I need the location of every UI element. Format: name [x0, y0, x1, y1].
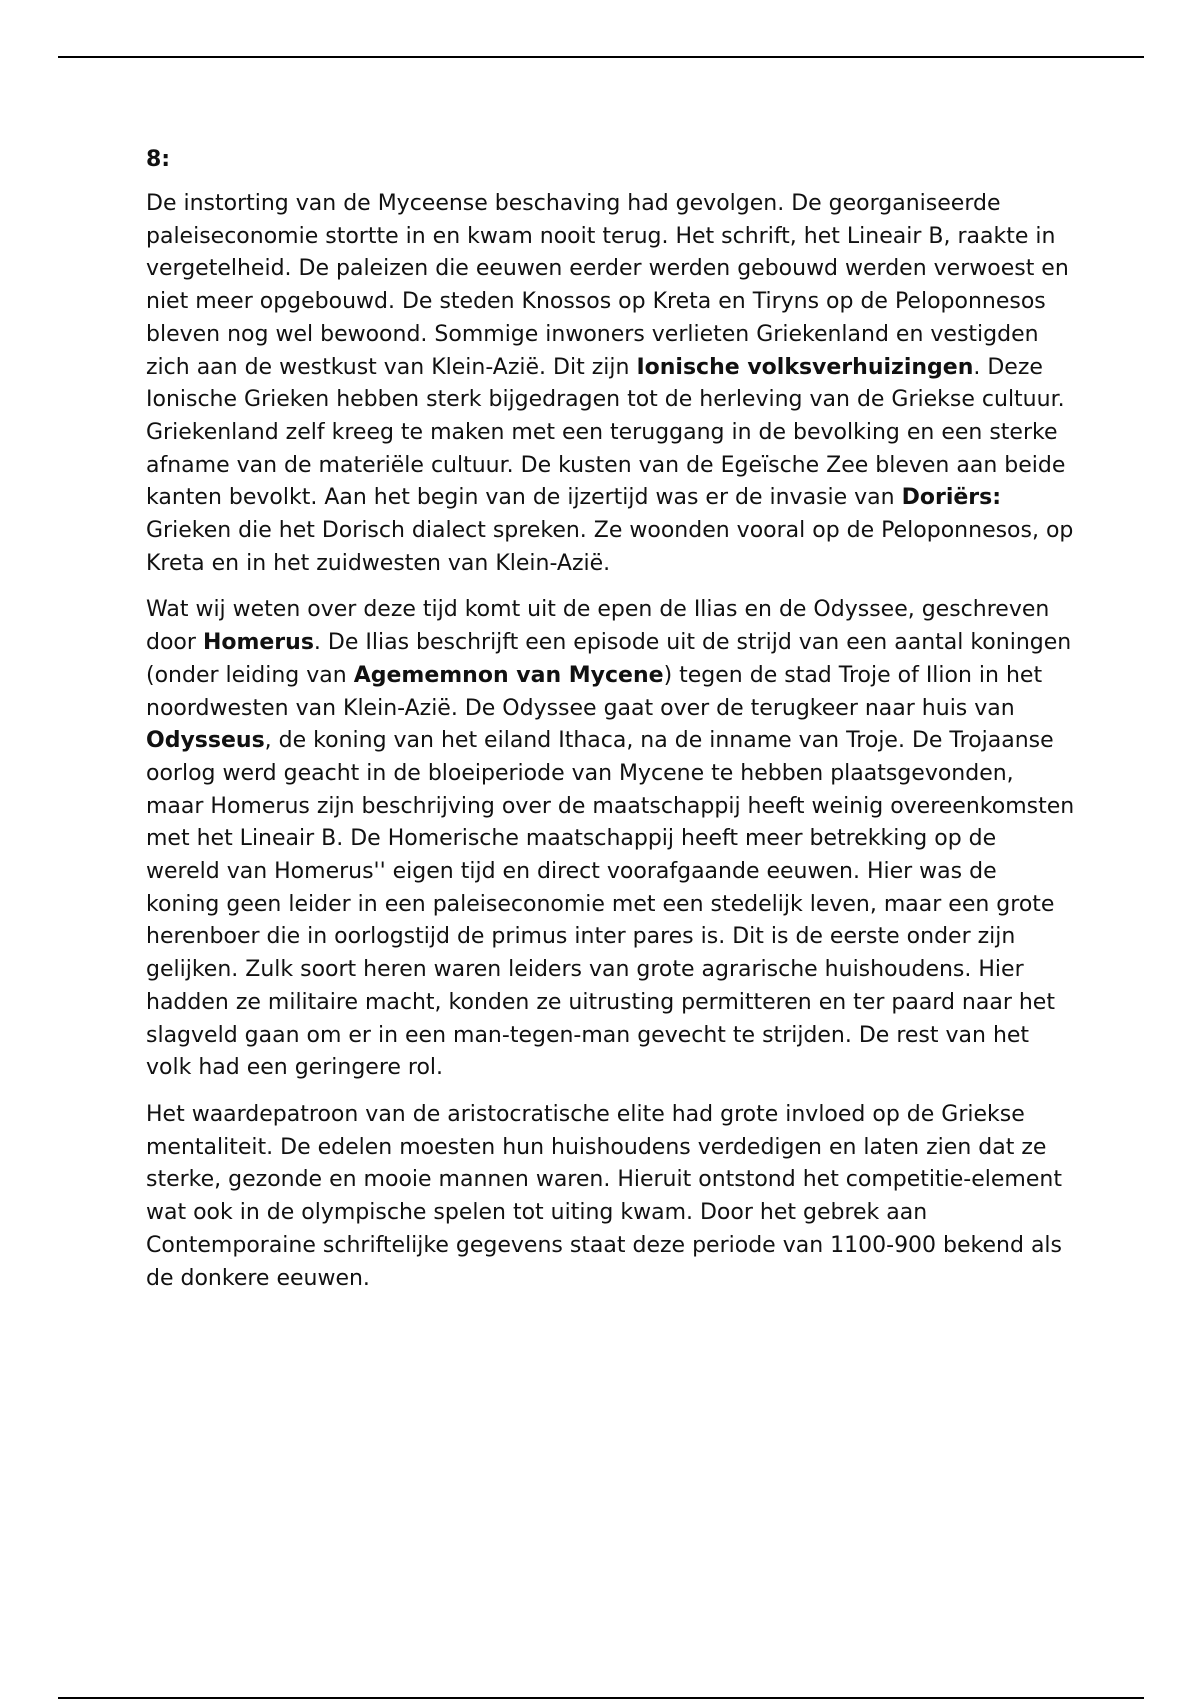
header-rule — [58, 56, 1144, 58]
term-homerus: Homerus — [202, 630, 314, 656]
term-odysseus: Odysseus — [146, 728, 265, 754]
term-doriers: Doriërs: — [901, 485, 1002, 511]
paragraph-2-text-2: . De Ilias beschrijft een episode uit de strijd van een aantal koningen (onder leiding van — [146, 630, 1072, 688]
paragraph-3 — [146, 1099, 1076, 1295]
paragraph-2 — [146, 594, 1076, 1085]
footer-rule — [58, 1697, 1144, 1699]
paragraph-1-text-2: . Deze Ionische Grieken hebben sterk bijgedragen tot de herleving van de Griekse cultuur. Griekenland zelf kreeg te maken met een teruggang in de bevolking en een sterke afname van de materiële cultuur. De kusten van de Egeïsche Zee bleven aan beide kanten bevolkt. Aan het begin van de ijzertijd was er de invasie van — [146, 354, 1066, 511]
term-ionische-volksverhuizingen: Ionische volksverhuizingen — [636, 354, 974, 380]
paragraph-1 — [146, 188, 1076, 580]
term-agememnon: Agememnon van Mycene — [353, 662, 664, 688]
paragraph-2-text-1: Wat wij weten over deze tijd komt uit de epen de Ilias en de Odyssee, geschreven door — [146, 597, 1050, 656]
section-heading: 8: — [146, 147, 171, 172]
paragraph-1-text-1: De instorting van de Myceense beschaving had gevolgen. De georganiseerde paleiseconomie stortte in en kwam nooit terug. Het schrift, het Lineair B, raakte in vergetelheid. De paleizen die eeuwen eerder werden gebouwd werden verwoest en niet meer opgebouwd. De steden Knossos op Kreta en Tiryns op de Peloponnesos bleven nog wel bewoond. Sommige inwoners verlieten Griekenland en vestigden zich aan de westkust van Klein-Azië. Dit zijn — [146, 191, 1069, 380]
paragraph-3-text-1: Het waardepatroon van de aristocratische elite had grote invloed op de Griekse mentaliteit. De edelen moesten hun huishoudens verdedigen en laten zien dat ze sterke, gezonde en mooie mannen waren. Hieruit ontstond het competitie-element wat ook in de olympische spelen tot uiting kwam. Door het gebrek aan Contemporaine schriftelijke gegevens staat deze periode van 1100-900 bekend als de donkere eeuwen. — [146, 1101, 1062, 1291]
paragraph-2-text-4: , de koning van het eiland Ithaca, na de inname van Troje. De Trojaanse oorlog werd geacht in de bloeiperiode van Mycene te hebben plaatsgevonden, maar Homerus zijn beschrijving over de maatschappij heeft weinig overeenkomsten met het Lineair B. De Homerische maatschappij heeft meer betrekking op de wereld van Homerus'' eigen tijd en direct voorafgaande eeuwen. Hier was de koning geen leider in een paleiseconomie met een stedelijk leven, maar een grote herenboer die in oorlogstijd de primus inter pares is. Dit is de eerste onder zijn gelijken. Zulk soort heren waren leiders van grote agrarische huishoudens. Hier hadden ze militaire macht, konden ze uitrusting permitteren en ter paard naar het slagveld gaan om er in een man-tegen-man gevecht te strijden. De rest van het volk had een geringere rol. — [146, 728, 1075, 1081]
paragraph-2-text-3: ) tegen de stad Troje of Ilion in het noordwesten van Klein-Azië. De Odyssee gaat over de terugkeer naar huis van — [146, 662, 1043, 721]
paragraph-1-text-3: Grieken die het Dorisch dialect spreken. Ze woonden vooral op de Peloponnesos, op Kreta en in het zuidwesten van Klein-Azië. — [146, 518, 1074, 576]
document-body — [146, 144, 1076, 1309]
